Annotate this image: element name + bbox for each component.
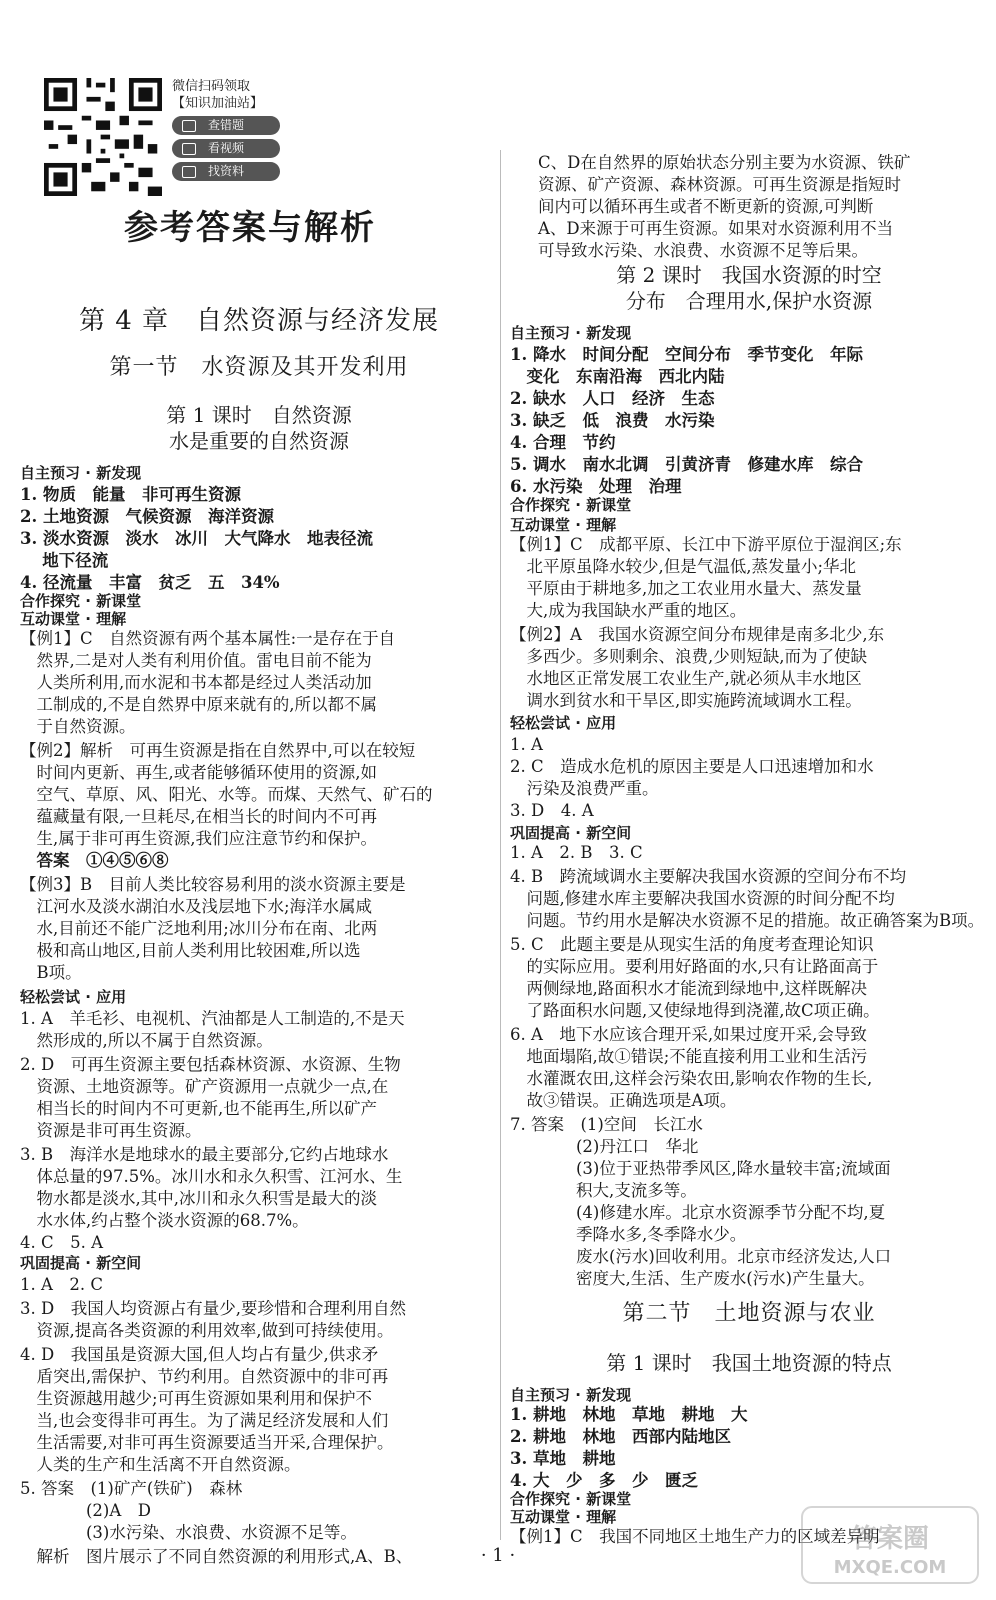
book-icon xyxy=(182,166,196,178)
answer-line: 密度大,生活、生产废水(污水)产生量大。 xyxy=(510,1269,875,1288)
answer-line: 2. C 造成水危机的原因主要是人口迅速增加和水 xyxy=(510,757,874,776)
answer-line: 人类所利用,而水泥和书本都是经过人类活动加 xyxy=(20,673,372,692)
answer-line: 蕴藏量有限,一旦耗尽,在相当长的时间内不可再 xyxy=(20,807,377,826)
answer-line: (3)水污染、水浪费、水资源不足等。 xyxy=(20,1523,357,1542)
book-icon xyxy=(182,143,196,155)
watch-video-button[interactable] xyxy=(172,139,280,158)
answer-line: 两侧绿地,路面积水才能流到绿地中,这样既解决 xyxy=(510,979,867,998)
answer-line: 6. 水污染 处理 治理 xyxy=(510,477,682,496)
answer-line: 【例1】C 自然资源有两个基本属性:一是存在于自 xyxy=(20,629,396,648)
answer-line: (2)丹江口 华北 xyxy=(510,1137,699,1156)
section-heading: 第一节 水资源及其开发利用 xyxy=(109,355,409,380)
answer-line: 平原由于耕地多,加之工农业用水量大、蒸发量 xyxy=(510,579,862,598)
answer-line: 3. 淡水资源 淡水 冰川 大气降水 地表径流 xyxy=(20,529,373,548)
answer-line: 2. D 可再生资源主要包括森林资源、水资源、生物 xyxy=(20,1055,401,1074)
answer-line: 3. B 海洋水是地球水的最主要部分,它约占地球水 xyxy=(20,1145,389,1164)
answer-line: 解析 图片展示了不同自然资源的利用形式,A、B、 xyxy=(20,1547,413,1566)
qr-line-1: 微信扫码领取 xyxy=(172,79,251,94)
answer-line: 【例3】B 目前人类比较容易利用的淡水资源主要是 xyxy=(20,875,406,894)
answer-line: 积大,支流多等。 xyxy=(510,1181,697,1200)
section-tag: 合作探究 · 新课堂 xyxy=(20,592,142,610)
answer-line: 季降水多,冬季降水少。 xyxy=(510,1225,747,1244)
book-icon xyxy=(182,120,196,132)
answer-line: 5. C 此题主要是从现实生活的角度考查理论知识 xyxy=(510,935,874,954)
section-tag: 自主预习 · 新发现 xyxy=(510,324,632,342)
section-heading: 第二节 土地资源与农业 xyxy=(622,1301,876,1326)
answer-line: 物水都是淡水,其中,冰川和永久积雪是最大的淡 xyxy=(20,1189,377,1208)
answer-line: 盾突出,需保护、节约利用。自然资源中的非可再 xyxy=(20,1367,389,1386)
answer-line: 资源,提高各类资源的利用效率,做到可持续使用。 xyxy=(20,1321,394,1340)
answer-line: 极和高山地区,目前人类利用比较困难,所以选 xyxy=(20,941,361,960)
answer-line: 【例2】A 我国水资源空间分布规律是南多北少,东 xyxy=(510,625,885,644)
answer-line: 5. 调水 南水北调 引黄济青 修建水库 综合 xyxy=(510,455,863,474)
answer-line: 然形成的,所以不属于自然资源。 xyxy=(20,1031,273,1050)
answer-line: 资源是非可再生资源。 xyxy=(20,1121,202,1140)
check-errors-button[interactable] xyxy=(172,116,280,135)
answer-line: 变化 东南沿海 西北内陆 xyxy=(510,367,725,386)
section-tag: 巩固提高 · 新空间 xyxy=(20,1254,142,1272)
answer-line: 6. A 地下水应该合理开采,如果过度开采,会导致 xyxy=(510,1025,867,1044)
answer-line: 2. 缺水 人口 经济 生态 xyxy=(510,389,715,408)
answer-line: 生资源越用越少;可再生资源如果利用和保护不 xyxy=(20,1389,373,1408)
check-errors-label: 查错题 xyxy=(207,118,244,132)
lesson-heading-line2: 水是重要的自然资源 xyxy=(169,429,349,453)
answer-line: 2. 耕地 林地 西部内陆地区 xyxy=(510,1427,731,1446)
chapter-heading: 第 4 章 自然资源与经济发展 xyxy=(78,306,440,336)
answer-line: 水灌溉农田,这样会污染农田,影响农作物的生长, xyxy=(510,1069,873,1088)
answer-line: 然界,二是对人类有利用价值。雷电目前不能为 xyxy=(20,651,372,670)
answer-line: 水,目前还不能广泛地利用;冰川分布在南、北两 xyxy=(20,919,378,938)
answer-line: 多西少。多则剩余、浪费,少则短缺,而为了使缺 xyxy=(510,647,867,666)
qr-caption xyxy=(172,78,294,181)
answer-line: (2)A D xyxy=(20,1501,152,1520)
answer-line: 工制成的,不是自然界中原来就有的,所以都不属 xyxy=(20,695,377,714)
answer-line: 大,成为我国缺水严重的地区。 xyxy=(510,601,747,620)
answer-line: 1. 降水 时间分配 空间分布 季节变化 年际 xyxy=(510,345,863,364)
answer-line: 4. D 我国虽是资源大国,但人均占有量少,供求矛 xyxy=(20,1345,379,1364)
answer-line: 间内可以循环再生或者不断更新的资源,可判断 xyxy=(538,197,874,216)
qr-panel xyxy=(44,78,294,198)
find-materials-button[interactable] xyxy=(172,162,280,181)
answer-line: 可导致水污染、水浪费、水资源不足等后果。 xyxy=(538,241,868,260)
answer-line: 了路面积水问题,又使绿地得到浇灌,故C项正确。 xyxy=(510,1001,880,1020)
answer-line: 时间内更新、再生,或者能够循环使用的资源,如 xyxy=(20,763,377,782)
answer-line: 1. 耕地 林地 草地 耕地 大 xyxy=(510,1405,748,1424)
answer-line: 相当长的时间内不可更新,也不能再生,所以矿产 xyxy=(20,1099,377,1118)
answer-line: 1. A 2. C xyxy=(20,1275,104,1294)
answer-line: (4)修建水库。北京水资源季节分配不均,夏 xyxy=(510,1203,886,1222)
answer-line: 资源、土地资源等。矿产资源用一点就少一点,在 xyxy=(20,1077,389,1096)
page-title: 参考答案与解析 xyxy=(124,208,376,248)
section-tag: 轻松尝试 · 应用 xyxy=(510,714,617,732)
answer-line: 生,属于非可再生资源,我们应注意节约和保护。 xyxy=(20,829,377,848)
answer-line: 3. D 4. A xyxy=(510,801,594,820)
answer-line: 水水体,约占整个淡水资源的68.7%。 xyxy=(20,1211,309,1230)
answer-line: 1. A xyxy=(510,735,543,754)
answer-line: 2. 土地资源 气候资源 海洋资源 xyxy=(20,507,274,526)
svg-text:答案圈: 答案圈 xyxy=(850,1524,930,1554)
answer-line: A、D来源于可再生资源。如果对水资源利用不当 xyxy=(538,219,894,238)
answer-line: 体总量的97.5%。冰川水和永久积雪、江河水、生 xyxy=(20,1167,403,1186)
answer-line: 1. A 羊毛衫、电视机、汽油都是人工制造的,不是天 xyxy=(20,1009,405,1028)
svg-text:MXQE.COM: MXQE.COM xyxy=(833,1557,947,1578)
answer-line: 5. 答案 (1)矿产(铁矿) 森林 xyxy=(20,1479,243,1498)
answer-line: 3. D 我国人均资源占有量少,要珍惜和合理利用自然 xyxy=(20,1299,406,1318)
section-tag: 互动课堂 · 理解 xyxy=(510,516,617,534)
answer-line: 4. B 跨流域调水主要解决我国水资源的空间分布不均 xyxy=(510,867,907,886)
answer-line: 问题。节约用水是解决水资源不足的措施。故正确答案为B项。 xyxy=(510,911,985,930)
answer-line: 【例1】C 我国不同地区土地生产力的区域差异明 xyxy=(510,1527,880,1546)
answer-line: (3)位于亚热带季风区,降水量较丰富;流域面 xyxy=(510,1159,891,1178)
answer-line: 故③错误。正确选项是A项。 xyxy=(510,1091,737,1110)
answer-line: 空气、草原、风、阳光、水等。而煤、天然气、矿石的 xyxy=(20,785,433,804)
answer-line: 当,也会变得非可再生。为了满足经济发展和人们 xyxy=(20,1411,389,1430)
answer-line: 污染及浪费严重。 xyxy=(510,779,659,798)
answer-line: B项。 xyxy=(20,963,82,982)
answer-line: 废水(污水)回收利用。北京市经济发达,人口 xyxy=(510,1247,892,1266)
section-tag: 自主预习 · 新发现 xyxy=(510,1386,632,1404)
watch-video-label: 看视频 xyxy=(207,141,244,155)
answer-line: 3. 缺乏 低 浪费 水污染 xyxy=(510,411,715,430)
qr-line-2: 【知识加油站】 xyxy=(172,96,264,111)
answer-line: 调水到贫水和干旱区,即实施跨流域调水工程。 xyxy=(510,691,862,710)
section-tag: 合作探究 · 新课堂 xyxy=(510,1490,632,1508)
answer-line: 4. 大 少 多 少 匮乏 xyxy=(510,1471,698,1490)
find-materials-label: 找资料 xyxy=(207,164,244,178)
answer-line: 【例1】C 成都平原、长江中下游平原位于湿润区;东 xyxy=(510,535,902,554)
answer-line: 1. 物质 能量 非可再生资源 xyxy=(20,485,241,504)
qr-code-icon[interactable] xyxy=(44,78,162,196)
page-number: · 1 · xyxy=(480,1545,516,1566)
answer-line: 问题,修建水库主要解决我国水资源的时间分配不均 xyxy=(510,889,895,908)
answer-line: 水地区正常发展工农业生产,就必须从丰水地区 xyxy=(510,669,862,688)
answer-line: 地面塌陷,故①错误;不能直接利用工业和生活污 xyxy=(510,1047,868,1066)
answer-line: 【例2】解析 可再生资源是指在自然界中,可以在较短 xyxy=(20,741,416,760)
lesson-heading-line1: 第 2 课时 我国水资源的时空 xyxy=(616,263,882,287)
answer-line: 7. 答案 (1)空间 长江水 xyxy=(510,1115,703,1134)
lesson-heading: 第 1 课时 我国土地资源的特点 xyxy=(606,1351,892,1375)
answer-line: 4. C 5. A xyxy=(20,1233,104,1252)
answer-line: 北平原虽降水较少,但是气温低,蒸发量小;华北 xyxy=(510,557,857,576)
answer-line: 的实际应用。要利用好路面的水,只有让路面高于 xyxy=(510,957,879,976)
column-divider xyxy=(500,150,501,1540)
answer-line: 生活需要,对非可再生资源要适当开采,合理保护。 xyxy=(20,1433,394,1452)
section-tag: 合作探究 · 新课堂 xyxy=(510,496,632,514)
answer-line: 于自然资源。 xyxy=(20,717,136,736)
answer-line: 江河水及淡水湖泊水及浅层地下水;海洋水属咸 xyxy=(20,897,373,916)
answer-line: 人类的生产和生活离不开自然资源。 xyxy=(20,1455,301,1474)
answer-line: 3. 草地 耕地 xyxy=(510,1449,616,1468)
answer-line: 4. 合理 节约 xyxy=(510,433,616,452)
watermark-logo xyxy=(800,1505,980,1585)
section-tag: 自主预习 · 新发现 xyxy=(20,464,142,482)
answer-line: 4. 径流量 丰富 贫乏 五 34% xyxy=(20,573,280,592)
answer-line: 资源、矿产资源、森林资源。可再生资源是指短时 xyxy=(538,175,901,194)
answer-line: C、D在自然界的原始状态分别主要为水资源、铁矿 xyxy=(538,153,911,172)
section-tag: 巩固提高 · 新空间 xyxy=(510,824,632,842)
section-tag: 轻松尝试 · 应用 xyxy=(20,988,127,1006)
lesson-heading-line1: 第 1 课时 自然资源 xyxy=(166,403,352,427)
lesson-heading-line2: 分布 合理用水,保护水资源 xyxy=(625,289,873,313)
answer-line: 1. A 2. B 3. C xyxy=(510,843,643,862)
section-tag: 互动课堂 · 理解 xyxy=(510,1508,617,1526)
answer-line: 地下径流 xyxy=(20,551,109,570)
section-tag: 互动课堂 · 理解 xyxy=(20,610,127,628)
answer-line: 答案 ①④⑤⑥⑧ xyxy=(20,851,169,870)
